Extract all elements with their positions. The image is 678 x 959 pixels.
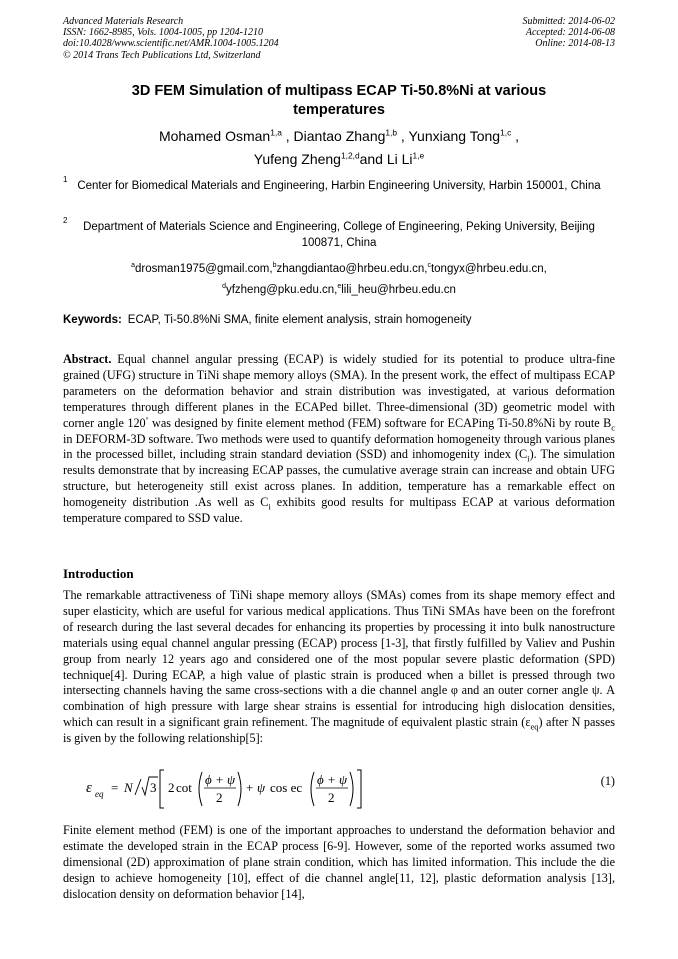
journal-issn: ISSN: 1662-8985, Vols. 1004-1005, pp 1204-1210 [63, 27, 263, 39]
section-heading: Introduction [63, 566, 134, 581]
affiliation-text: Department of Materials Science and Engineering, College of Engineering, Peking University, Beijing 100871, China [83, 221, 595, 249]
abstract-text: ). The simulation results demonstrate that by increasing ECAP passes, the cumulative average strain can increase and obtain UFG structure, but heterogeneity still exist across planes. In addition, temperature has a remarkable effect on homogeneity distribution .As well as C [63, 447, 615, 510]
email-link[interactable]: zhangdiantao@hrbeu.edu.cn, [276, 263, 428, 275]
keywords-label: Keywords: [63, 314, 122, 326]
author-name: Yufeng Zheng [253, 151, 341, 167]
eq-subscript: eq [95, 789, 104, 799]
email-link[interactable]: drosman1975@gmail.com, [134, 263, 273, 275]
subscript: c [611, 422, 615, 433]
affiliation-text: Center for Biomedical Materials and Engineering, Harbin Engineering University, Harbin 150001, China [77, 180, 601, 192]
abstract-label: Abstract. [63, 352, 112, 366]
email-link[interactable]: yfzheng@pku.edu.cn, [225, 284, 338, 296]
intro-paragraph-2: Finite element method (FEM) is one of the important approaches to understand the deformation behavior and estimate the developed strain in the ECAP process [6-9]. However, some of the reported works assumed two dimensional (2D) approximation of plane strain condition, which has limited information. This include the die design to achieve homogeneity [10], effect of die channel angle[11, 12], plastic deformation analysis [13], dislocation density on deformation behavior [14], [63, 823, 615, 901]
author-affiliation-mark: 1,2,d [340, 150, 360, 161]
abstract-text: exhibits good results for multipass ECAP at various deformation temperature compared to SSD value. [63, 495, 615, 526]
eq-plus: + [246, 780, 254, 795]
keywords-text: ECAP, Ti-50.8%Ni SMA, finite element analysis, strain homogeneity [127, 314, 472, 326]
online-date: Online: 2014-08-13 [535, 38, 615, 50]
subscript: i [268, 501, 271, 512]
journal-doi: doi:10.4028/www.scientific.net/AMR.1004-1005.1204 [63, 38, 279, 50]
eq-denominator: 2 [328, 790, 335, 805]
equation-1 [80, 764, 615, 812]
journal-header-left [63, 16, 279, 61]
author-name: Yunxiang Tong [408, 128, 501, 144]
author-conjunction: and [359, 151, 383, 167]
eq-cot: cot [176, 780, 192, 795]
author-list: Mohamed Osman$^{1,a}$ , Diantao Zhang$^{1,b}$ , Yunxiang Tong$^{1,c}$ , Yufeng Zheng$^{1,2,d}$and Li Li$^{1,e}$ [158, 127, 520, 167]
author-emails [63, 259, 615, 301]
keywords [63, 314, 615, 326]
equation-graphic [80, 764, 580, 812]
abstract-text: was designed by finite element method (FEM) software for ECAPing Ti-50.8%Ni by route B [148, 415, 612, 430]
email-mark: d [222, 283, 226, 291]
journal-header-right [523, 16, 616, 50]
author-name: Mohamed Osman [158, 128, 271, 144]
author-affiliation-mark: 1,b [385, 127, 398, 138]
abstract-text: Equal channel angular pressing (ECAP) is widely studied for its potential to produce ultra-fine grained (UFG) structure in TiNi shape memory alloys (SMA). In the present work, the effect of multipass ECAP parameters on the deformation behavior and strain distribution was investigated, at various deformation temperatures through different planes in the ECAPed billet. Three-dimensional (3D) geometric model with corner angle 120 [63, 352, 615, 430]
submitted-date: Submitted: 2014-06-02 [522, 16, 615, 27]
abstract [63, 352, 615, 527]
abstract-text: in DEFORM-3D software. Two methods were used to quantify deformation homogeneity through various planes in the processed billet, including strain standard deviation (SSD) and inhomogenity index (C [63, 431, 615, 462]
eq-denominator: 2 [216, 790, 223, 805]
eq-equals: = [111, 780, 119, 795]
intro-paragraph-1 [63, 588, 615, 747]
paper-title: 3D FEM Simulation of multipass ECAP Ti-50.8%Ni at various temperatures [131, 83, 547, 118]
eq-cosec: cos ec [270, 780, 303, 795]
author-name: Li Li [386, 151, 413, 167]
affiliation-number: 2 [63, 216, 68, 225]
author-affiliation-mark: 1,e [412, 150, 425, 161]
email-mark: e [337, 283, 342, 291]
eq-epsilon: ε [86, 780, 92, 796]
paragraph-text: ) after N passes is given by the following relationship[5]: [63, 715, 615, 746]
eq-numerator: ϕ + ψ [205, 772, 236, 787]
author-affiliation-mark: 1,c [500, 127, 512, 138]
journal-copyright: © 2014 Trans Tech Publications Ltd, Switzerland [63, 49, 261, 61]
equation-number: (1) [600, 774, 615, 788]
affiliation-1 [63, 175, 615, 194]
eq-N: N [124, 780, 133, 795]
author-affiliation-mark: 1,a [270, 127, 282, 138]
degree-mark: ° [145, 414, 149, 424]
email-mark: c [427, 262, 431, 270]
affiliation-2 [63, 216, 615, 251]
paragraph-text: The remarkable attractiveness of TiNi shape memory alloys (SMAs) comes from its shape memory effect and super elasticity, which are useful for various medical applications. Thus TiNi SMAs have been on the forefront of research during the last several decades for enhancing its properties by processing it into bulk nanostructure materials using equal channel angular pressing (ECAP) process [1-3], that firstly fulfilled by Valiev and Pushin group from nearly 12 years ago and considered one of the most popular severe plastic deformation (SPD) technique[4]. During ECAP, a high value of plastic strain is produced when a billet is pressed through two intersecting channels having the same cross-sections with a die channel angle φ and an outer corner angle ψ. A combination of high pressure with large shear strains is essential for introducing high dislocation densities, which can result in a significant grain refinement. The magnitude of equivalent plastic strain (ε [63, 588, 615, 730]
email-mark: a [131, 262, 135, 270]
affiliation-number: 1 [63, 175, 68, 184]
subscript: i [527, 453, 530, 464]
eq-numerator: ϕ + ψ [317, 772, 348, 787]
email-mark: b [272, 262, 277, 270]
subscript: eq [530, 721, 539, 732]
author-name: Diantao Zhang [293, 128, 386, 144]
eq-sqrt-arg: 3 [150, 780, 157, 795]
accepted-date: Accepted: 2014-06-08 [525, 27, 615, 39]
eq-psi: ψ [257, 780, 266, 795]
email-link[interactable]: tongyx@hrbeu.edu.cn, [430, 263, 547, 275]
journal-name: Advanced Materials Research [63, 16, 184, 27]
email-link[interactable]: lili_heu@hrbeu.edu.cn [341, 284, 456, 296]
eq-two: 2 [168, 780, 175, 795]
